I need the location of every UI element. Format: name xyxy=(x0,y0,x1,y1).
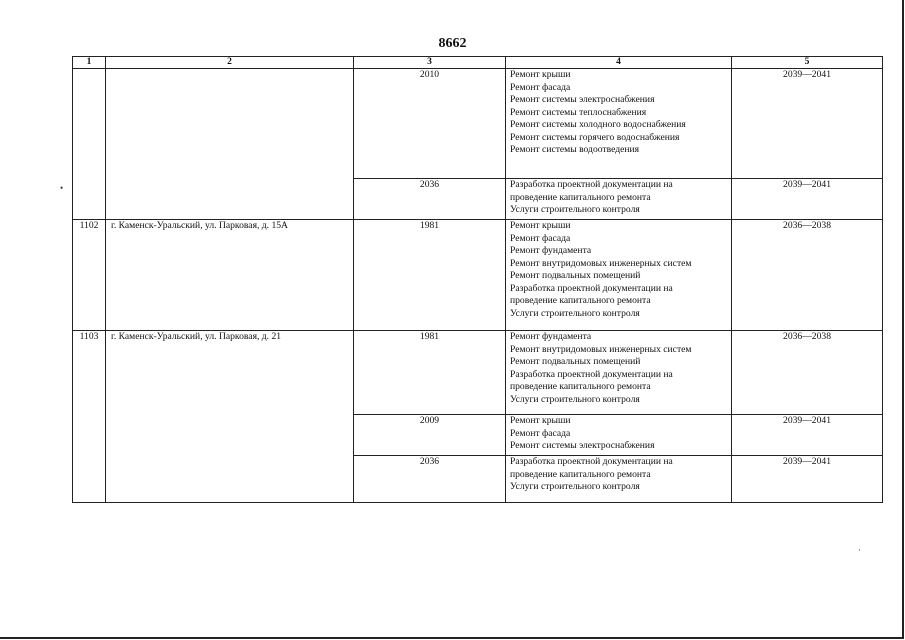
build-year: 2010 xyxy=(354,69,506,179)
work-item: Ремонт фундамента xyxy=(510,331,592,342)
work-item: Ремонт крыши xyxy=(510,415,571,426)
work-list xyxy=(506,220,732,331)
work-item: Ремонт фасада xyxy=(510,81,571,93)
scan-speck: • xyxy=(60,183,64,193)
work-item: проведение капитального ремонта xyxy=(510,381,651,392)
work-item: Ремонт внутридомовых инженерных систем xyxy=(510,343,692,355)
work-item: Ремонт крыши xyxy=(510,220,571,231)
work-item: Ремонт системы электроснабжения xyxy=(510,94,655,105)
work-list xyxy=(506,415,732,456)
work-item: Ремонт системы водоотведения xyxy=(510,144,640,155)
work-item: Ремонт фасада xyxy=(510,232,571,244)
building-address: г. Каменск-Уральский, ул. Парковая, д. 15А xyxy=(106,220,354,331)
work-item: Ремонт фундамента xyxy=(510,245,592,256)
build-year: 1981 xyxy=(354,220,506,331)
work-item: Услуги строительного контроля xyxy=(510,204,640,215)
table-row xyxy=(73,220,883,331)
work-list xyxy=(506,331,732,415)
scan-speck: · xyxy=(858,545,861,555)
work-item: Ремонт фасада xyxy=(510,427,571,439)
table-row xyxy=(73,69,883,179)
column-header: 1 xyxy=(73,57,106,69)
work-item: Разработка проектной документации на xyxy=(510,179,673,190)
column-header: 4 xyxy=(506,57,732,69)
work-item: Ремонт системы горячего водоснабжения xyxy=(510,131,680,143)
build-year: 2009 xyxy=(354,415,506,456)
work-list xyxy=(506,69,732,179)
build-year: 2036 xyxy=(354,179,506,220)
work-item: проведение капитального ремонта xyxy=(510,191,651,203)
work-item: Услуги строительного контроля xyxy=(510,393,640,405)
work-item: Услуги строительного контроля xyxy=(510,307,640,319)
work-item: Ремонт внутридомовых инженерных систем xyxy=(510,257,692,269)
table-row xyxy=(73,331,883,415)
work-item: Услуги строительного контроля xyxy=(510,481,640,492)
work-item: Разработка проектной документации на xyxy=(510,368,673,380)
repair-period: 2039—2041 xyxy=(732,69,883,179)
building-address: г. Каменск-Уральский, ул. Парковая, д. 21 xyxy=(106,331,354,503)
work-item: Ремонт системы электроснабжения xyxy=(510,440,655,451)
work-item: Ремонт крыши xyxy=(510,69,571,80)
repair-schedule-table xyxy=(72,56,883,503)
repair-period: 2039—2041 xyxy=(732,456,883,503)
work-item: Ремонт системы теплоснабжения xyxy=(510,106,647,118)
work-item: проведение капитального ремонта xyxy=(510,468,651,480)
page-number: 8662 xyxy=(438,36,467,51)
building-address xyxy=(106,69,354,220)
repair-period: 2036—2038 xyxy=(732,220,883,331)
work-item: Ремонт подвальных помещений xyxy=(510,270,641,281)
work-item: Разработка проектной документации на xyxy=(510,456,673,467)
repair-period: 2036—2038 xyxy=(732,331,883,415)
build-year: 1981 xyxy=(354,331,506,415)
work-item: Ремонт системы холодного водоснабжения xyxy=(510,119,686,130)
building-number xyxy=(73,69,106,220)
column-header: 3 xyxy=(354,57,506,69)
work-item: Разработка проектной документации на xyxy=(510,282,673,294)
table-header-row xyxy=(73,57,883,69)
column-header: 2 xyxy=(106,57,354,69)
repair-period: 2039—2041 xyxy=(732,179,883,220)
work-item: Ремонт подвальных помещений xyxy=(510,356,641,367)
work-item: проведение капитального ремонта xyxy=(510,295,651,306)
column-header: 5 xyxy=(732,57,883,69)
repair-period: 2039—2041 xyxy=(732,415,883,456)
build-year: 2036 xyxy=(354,456,506,503)
work-list xyxy=(506,179,732,220)
work-list xyxy=(506,456,732,503)
building-number: 1103 xyxy=(73,331,106,503)
building-number: 1102 xyxy=(73,220,106,331)
